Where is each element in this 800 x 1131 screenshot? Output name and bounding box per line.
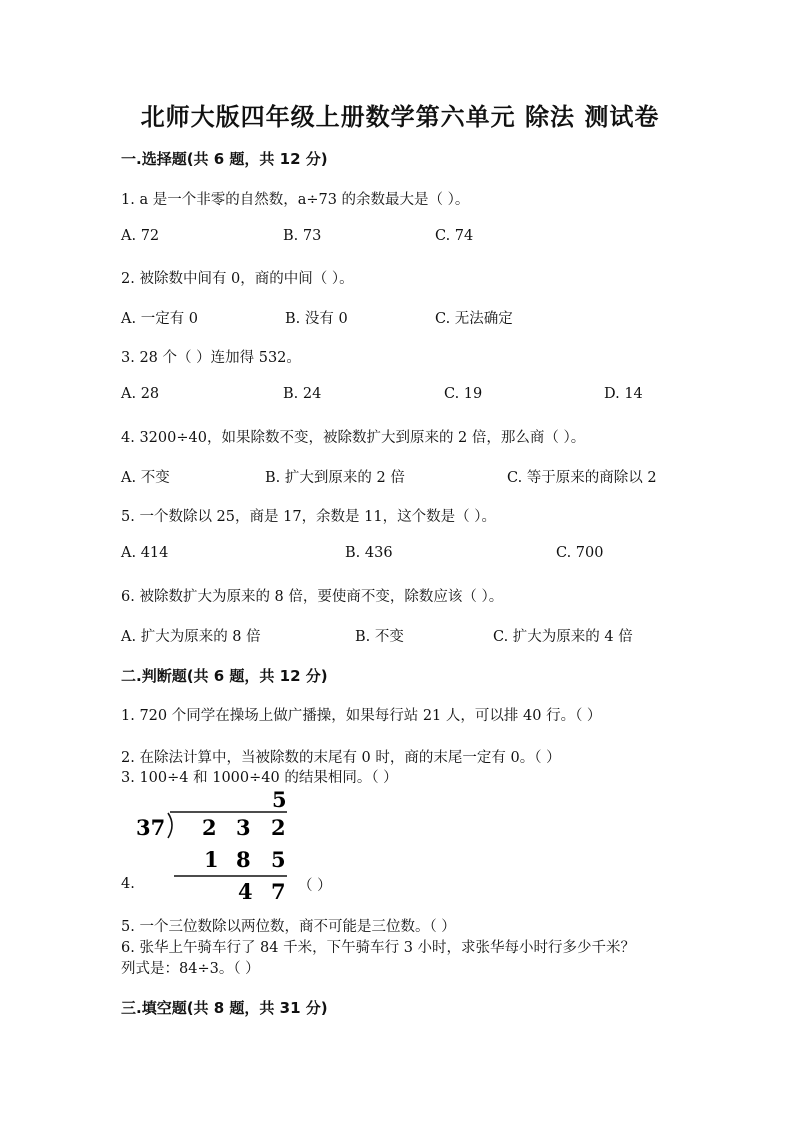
division-product-digit: 5 — [271, 847, 286, 872]
judge-question-4-number: 4. — [121, 876, 135, 892]
choice-question-4: 4. 3200÷40，如果除数不变，被除数扩大到原来的 2 倍，那么商（ ）。 — [121, 430, 586, 446]
division-quotient: 5 — [272, 787, 287, 812]
choice-5-option-a: A. 414 — [121, 545, 169, 561]
choice-4-option-c: C. 等于原来的商除以 2 — [507, 470, 657, 486]
page-title: 北师大版四年级上册数学第六单元 除法 测试卷 — [140, 103, 660, 131]
choice-3-option-c: C. 19 — [444, 386, 483, 402]
judge-question-6: 6. 张华上午骑车行了 84 千米，下午骑车行 3 小时，求张华每小时行多少千米？ — [121, 940, 636, 956]
choice-3-option-b: B. 24 — [283, 386, 322, 402]
division-dividend-digit: 2 — [202, 815, 217, 840]
judge-question-5: 5. 一个三位数除以两位数，商不可能是三位数。（ ） — [121, 919, 456, 935]
division-product-digit: 1 — [204, 847, 219, 872]
long-division-remainder — [120, 877, 320, 907]
judge-question-4-answer-blank: （ ） — [298, 878, 332, 894]
choice-4-option-a: A. 不变 — [121, 470, 170, 486]
division-dividend-digit: 3 — [236, 815, 251, 840]
choice-question-6: 6. 被除数扩大为原来的 8 倍，要使商不变，除数应该（ ）。 — [121, 589, 504, 605]
judge-question-3: 3. 100÷4 和 1000÷40 的结果相同。（ ） — [121, 770, 398, 786]
choice-6-option-b: B. 不变 — [355, 629, 404, 645]
choice-question-3: 3. 28 个（ ）连加得 532。 — [121, 350, 301, 366]
choice-2-option-a: A. 一定有 0 — [121, 311, 199, 327]
division-dividend-digit: 2 — [271, 815, 286, 840]
choice-3-option-d: D. 14 — [604, 386, 643, 402]
choice-question-5: 5. 一个数除以 25，商是 17，余数是 11，这个数是（ ）。 — [121, 509, 496, 525]
choice-6-option-a: A. 扩大为原来的 8 倍 — [121, 629, 261, 645]
choice-question-1: 1. a 是一个非零的自然数，a÷73 的余数最大是（ ）。 — [121, 192, 470, 208]
section-heading-choice: 一.选择题(共 6 题，共 12 分) — [121, 150, 328, 168]
division-divisor: 37 — [136, 815, 166, 840]
choice-2-option-c: C. 无法确定 — [435, 311, 513, 327]
section-heading-fill: 三.填空题(共 8 题，共 31 分) — [121, 999, 328, 1017]
division-remainder-digit: 7 — [271, 879, 286, 904]
choice-2-option-b: B. 没有 0 — [285, 311, 348, 327]
choice-1-option-c: C. 74 — [435, 228, 474, 244]
choice-5-option-b: B. 436 — [345, 545, 393, 561]
judge-question-1: 1. 720 个同学在操场上做广播操，如果每行站 21 人，可以排 40 行。（ ） — [121, 708, 602, 724]
choice-4-option-b: B. 扩大到原来的 2 倍 — [265, 470, 405, 486]
choice-question-2: 2. 被除数中间有 0，商的中间（ ）。 — [121, 271, 354, 287]
section-heading-judge: 二.判断题(共 6 题，共 12 分) — [121, 667, 328, 685]
division-remainder-digit: 4 — [238, 879, 253, 904]
choice-1-option-b: B. 73 — [283, 228, 322, 244]
judge-question-2: 2. 在除法计算中，当被除数的末尾有 0 时，商的末尾一定有 0。（ ） — [121, 750, 561, 766]
division-product-digit: 8 — [236, 847, 251, 872]
long-division-figure — [120, 785, 320, 885]
choice-6-option-c: C. 扩大为原来的 4 倍 — [493, 629, 633, 645]
choice-3-option-a: A. 28 — [121, 386, 160, 402]
judge-question-6-continued: 列式是：84÷3。（ ） — [121, 961, 260, 977]
choice-5-option-c: C. 700 — [556, 545, 604, 561]
choice-1-option-a: A. 72 — [121, 228, 160, 244]
